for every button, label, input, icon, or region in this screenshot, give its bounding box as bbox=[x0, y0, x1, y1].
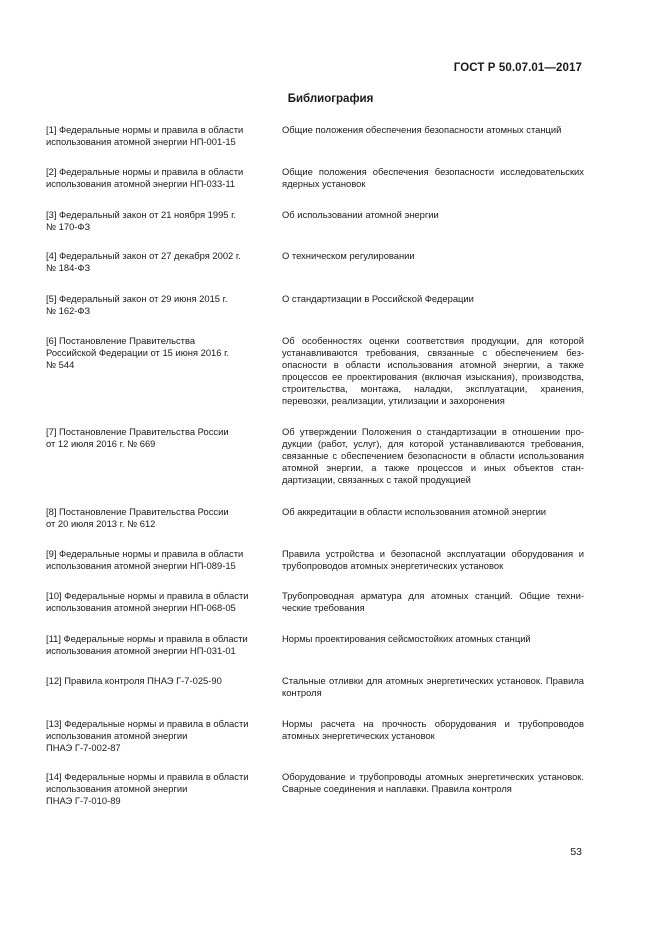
page-title: Библиография bbox=[287, 93, 374, 105]
entry-description: Об утверждении Положения о стандартизации в отношении продукции (работ, услуг), для которой устанавливаются требования, связанные с обеспечением безопасности в области использования атомной энергии, а также процессов и иных объектов стандартизации, связанных с такой продукцией bbox=[282, 426, 584, 485]
bibliography-entry-4 bbox=[46, 250, 584, 293]
bibliography-entry-12 bbox=[46, 675, 584, 718]
bibliography-entry-6 bbox=[46, 335, 584, 426]
bibliography-entry-9 bbox=[46, 548, 584, 590]
entry-source: [13] Федеральные нормы и правила в области использования атомной энергии ПНАЭ Г-7-002-87 bbox=[46, 718, 249, 753]
entry-source: [10] Федеральные нормы и правила в области использования атомной энергии НП-068-05 bbox=[46, 590, 249, 613]
entry-description: Правила устройства и безопасной эксплуатации оборудования и трубопроводов атомных энергетических установок bbox=[282, 548, 584, 571]
entry-source: [2] Федеральные нормы и правила в области использования атомной энергии НП-033-11 bbox=[46, 166, 244, 189]
entry-description: Об особенностях оценки соответствия продукции, для которой устанавливаются требования, связанные с обеспечением безопасности в области использования атомной энергии, а также процессов ее проектирования (включая изыскания), производства, строительства, монтажа, наладки, эксплуатации, хранения, перевозки, реализации, утилизации и захоронения bbox=[282, 335, 584, 406]
entry-description: Нормы проектирования сейсмостойких атомных станций bbox=[282, 633, 531, 644]
entry-description: Нормы расчета на прочность оборудования и трубопроводов атомных энергетических установок bbox=[282, 718, 584, 741]
bibliography-entry-8 bbox=[46, 506, 584, 548]
entry-source: [3] Федеральный закон от 21 ноября 1995 г. № 170-ФЗ bbox=[46, 209, 237, 232]
entry-source: [12] Правила контроля ПНАЭ Г-7-025-90 bbox=[46, 675, 222, 686]
entry-description: Об использовании атомной энергии bbox=[282, 209, 439, 220]
entry-description: Оборудование и трубопроводы атомных энергетических установок. Сварные соединения и наплавки. Правила контроля bbox=[282, 771, 584, 794]
bibliography-entry-11 bbox=[46, 633, 584, 675]
entry-description: О стандартизации в Российской Федерации bbox=[282, 293, 474, 304]
entry-source: [14] Федеральные нормы и правила в области использования атомной энергии ПНАЭ Г-7-010-89 bbox=[46, 771, 249, 806]
entry-description: Трубопроводная арматура для атомных станций. Общие технические требования bbox=[282, 590, 584, 613]
bibliography-entry-2 bbox=[46, 166, 584, 209]
entry-source: [1] Федеральные нормы и правила в области использования атомной энергии НП-001-15 bbox=[46, 124, 244, 147]
bibliography-list bbox=[46, 124, 584, 811]
entry-source: [7] Постановление Правительства России от 12 июля 2016 г. № 669 bbox=[46, 426, 229, 449]
entry-source: [9] Федеральные нормы и правила в области использования атомной энергии НП-089-15 bbox=[46, 548, 244, 571]
bibliography-entry-7 bbox=[46, 426, 584, 506]
entry-description: Общие положения обеспечения безопасности атомных станций bbox=[282, 124, 562, 135]
bibliography-entry-14 bbox=[46, 771, 584, 811]
entry-source: [4] Федеральный закон от 27 декабря 2002 г. № 184-ФЗ bbox=[46, 250, 241, 273]
entry-description: Стальные отливки для атомных энергетических установок. Правила контроля bbox=[282, 675, 584, 698]
bibliography-entry-13 bbox=[46, 718, 584, 771]
entry-source: [5] Федеральный закон от 29 июня 2015 г. № 162-ФЗ bbox=[46, 293, 228, 316]
entry-source: [6] Постановление Правительства Российской Федерации от 15 июня 2016 г. № 544 bbox=[46, 335, 229, 370]
entry-description: О техническом регулировании bbox=[282, 250, 415, 261]
entry-source: [11] Федеральные нормы и правила в области использования атомной энергии НП-031-01 bbox=[46, 633, 248, 656]
document-code: ГОСТ Р 50.07.01—2017 bbox=[453, 62, 582, 74]
bibliography-entry-10 bbox=[46, 590, 584, 633]
page-number: 53 bbox=[570, 846, 582, 858]
entry-source: [8] Постановление Правительства России от 20 июля 2013 г. № 612 bbox=[46, 506, 229, 529]
bibliography-entry-1 bbox=[46, 124, 584, 166]
entry-description: Общие положения обеспечения безопасности исследовательских ядерных установок bbox=[282, 166, 584, 189]
entry-description: Об аккредитации в области использования атомной энергии bbox=[282, 506, 547, 517]
bibliography-entry-3 bbox=[46, 209, 584, 250]
bibliography-entry-5 bbox=[46, 293, 584, 335]
